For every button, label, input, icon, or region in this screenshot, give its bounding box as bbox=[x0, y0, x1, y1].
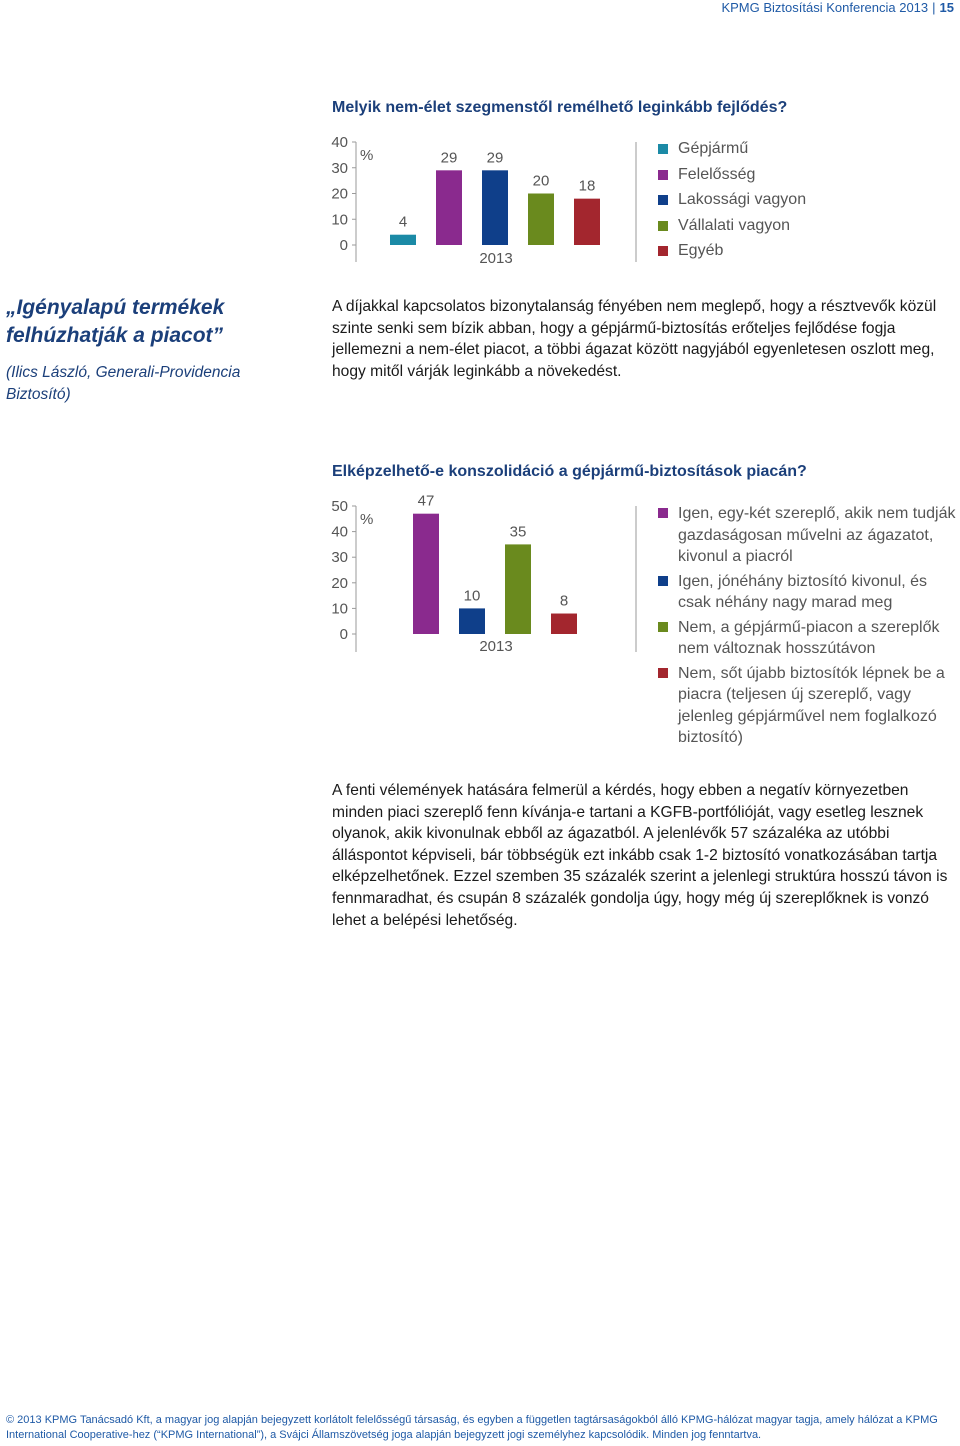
legend-swatch bbox=[658, 668, 668, 678]
page-number: 15 bbox=[939, 0, 954, 15]
y-tick-label: 0 bbox=[339, 626, 348, 643]
unit-label: % bbox=[360, 511, 374, 528]
y-tick-label: 20 bbox=[331, 185, 348, 203]
data-label: 4 bbox=[398, 213, 408, 231]
quote-text: „Igényalapú termékek felhúzhatják a piacot” bbox=[6, 296, 225, 347]
legend-label: Gépjármű bbox=[678, 140, 749, 157]
page-header bbox=[721, 0, 954, 14]
legend-swatch bbox=[658, 195, 668, 205]
quote-block bbox=[6, 294, 306, 406]
data-label: 47 bbox=[417, 492, 435, 510]
data-label: 18 bbox=[578, 177, 596, 195]
y-tick-label: 10 bbox=[331, 211, 348, 229]
legend-label: Nem, a gépjármű-piacon a szereplők nem változnak hosszútávon bbox=[678, 618, 940, 657]
legend-label: Nem, sőt újabb biztosítók lépnek be a piacra (teljesen új szereplő, vagy jelenleg gépjárművel nem foglalkozó biztosító) bbox=[678, 664, 945, 746]
chart1 bbox=[326, 132, 646, 272]
bar bbox=[482, 170, 508, 245]
legend-label: Felelősség bbox=[678, 165, 756, 183]
footer-copyright: © 2013 KPMG Tanácsadó Kft, a magyar jog alapján bejegyzett korlátolt felelősségű társaság, és egyben a független tagtársaságokból álló KPMG-hálózat magyar tagja, amely hálózat a KPMG International Cooperative-hez (“KPMG International”), a Svájci Államszövetség joga alapján bejegyzett jogi személyhez kapcsolódik. Minden jog fenntartva. bbox=[6, 1414, 938, 1441]
legend-item bbox=[658, 663, 958, 749]
chart1-title: Melyik nem-élet szegmenstől remélhető leginkább fejlődés? bbox=[332, 99, 788, 116]
legend-item bbox=[658, 571, 958, 614]
legend-swatch bbox=[658, 576, 668, 586]
bar bbox=[436, 170, 462, 245]
chart2 bbox=[326, 492, 646, 665]
paragraph-1: A díjakkal kapcsolatos bizonytalanság fényében nem meglepő, hogy a résztvevők közül szinte senki sem bízik abban, hogy a gépjármű-biztosítás erőteljes fejlődése fogja jellemezni a nem-élet piacot, a többi ágazat között nagyjából egyenletesen oszlott meg, hogy mitől várják leginkább a növekedést. bbox=[332, 298, 937, 380]
y-tick-label: 30 bbox=[331, 159, 348, 177]
legend-item bbox=[658, 241, 806, 267]
legend-item bbox=[658, 216, 806, 242]
legend-swatch bbox=[658, 144, 668, 154]
y-tick-label: 40 bbox=[331, 523, 348, 541]
bar bbox=[551, 614, 577, 634]
unit-label: % bbox=[360, 147, 374, 164]
header-separator: | bbox=[932, 0, 936, 15]
legend-label: Igen, jónéhány biztosító kivonul, és csak néhány nagy marad meg bbox=[678, 572, 928, 611]
y-tick-label: 50 bbox=[331, 498, 348, 515]
quote-source: (Ilics László, Generali-Providencia Biztosító) bbox=[6, 364, 241, 403]
y-tick-label: 10 bbox=[331, 600, 348, 618]
bar bbox=[459, 608, 485, 634]
y-tick-label: 20 bbox=[331, 574, 348, 592]
paragraph-2: A fenti vélemények hatására felmerül a kérdés, hogy ebben a negatív környezetben minden piaci szereplő fenn kívánja-e tartani a KGFB-portfólióját, vagy esetleg lesznek olyanok, akik kivonulnak ebből az ágazatból. A jelenlévők 57 százaléka az utóbbi álláspontot képviseli, bár többségük ezt inkább csak 1-2 biztosító vonatkozásában tartja elképzelhetőnek. Ezzel szemben 35 százalék szerint a jelenlegi struktúra hosszú távon is fennmaradhat, és csupán 8 százalék gondolja úgy, hogy még új szereplőknek is vonzó lehet a belépési lehetőség. bbox=[332, 782, 948, 929]
legend-item bbox=[658, 139, 806, 165]
legend-item bbox=[658, 190, 806, 216]
data-label: 10 bbox=[463, 587, 481, 605]
legend-swatch bbox=[658, 622, 668, 632]
legend-swatch bbox=[658, 246, 668, 256]
legend-label: Vállalati vagyon bbox=[678, 216, 791, 234]
bar bbox=[574, 199, 600, 245]
chart2-title: Elképzelhető-e konszolidáció a gépjármű-biztosítások piacán? bbox=[332, 463, 807, 480]
category-label: 2013 bbox=[479, 638, 513, 655]
chart2-legend bbox=[658, 503, 958, 752]
data-label: 29 bbox=[440, 149, 458, 167]
data-label: 20 bbox=[532, 172, 550, 190]
legend-swatch bbox=[658, 508, 668, 518]
chart1-legend bbox=[658, 139, 806, 267]
y-tick-label: 30 bbox=[331, 549, 348, 567]
header-title: KPMG Biztosítási Konferencia 2013 bbox=[721, 0, 929, 15]
category-label: 2013 bbox=[479, 250, 513, 267]
data-label: 35 bbox=[509, 523, 527, 541]
bar bbox=[528, 194, 554, 246]
legend-label: Igen, egy-két szereplő, akik nem tudják gazdaságosan művelni az ágazatot, kivonul a piacról bbox=[678, 505, 956, 565]
bar bbox=[505, 544, 531, 634]
legend-label: Lakossági vagyon bbox=[678, 191, 807, 208]
legend-item bbox=[658, 503, 958, 568]
bar bbox=[390, 235, 416, 245]
legend-item bbox=[658, 617, 958, 660]
legend-swatch bbox=[658, 170, 668, 180]
bar bbox=[413, 514, 439, 634]
y-tick-label: 0 bbox=[339, 237, 348, 254]
legend-label: Egyéb bbox=[678, 242, 724, 259]
legend-item bbox=[658, 165, 806, 191]
y-tick-label: 40 bbox=[331, 134, 348, 151]
data-label: 8 bbox=[559, 592, 569, 610]
legend-swatch bbox=[658, 221, 668, 231]
data-label: 29 bbox=[486, 149, 504, 167]
